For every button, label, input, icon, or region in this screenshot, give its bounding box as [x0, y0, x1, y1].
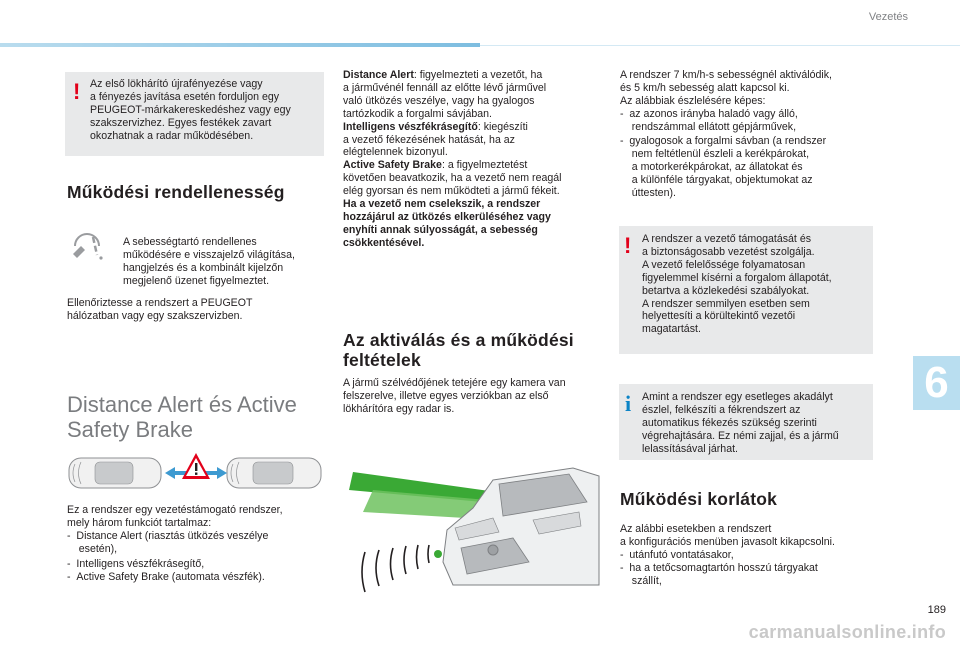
distance-alert-label: Distance Alert [343, 69, 414, 81]
warning-box-repaint [65, 72, 324, 156]
malfunction-text: A sebességtartó rendellenes működésére e visszajelző világítása, hangjelzés és a kombinált kijelzőn megjelenő üzenet figyelmeztet. [123, 236, 295, 287]
limits-list-item: - utánfutó vontatásakor, [620, 549, 734, 561]
activation-heading: Az aktiválás és a működési feltételek [343, 330, 574, 370]
chapter-title: Vezetés [868, 11, 908, 23]
suv-camera-radar-illustration [343, 450, 601, 598]
info-text: Amint a rendszer egy esetleges akadályt észlel, felkészíti a fékrendszert az automatikus fékezés szükség szerinti végrehajtására. Ez némi zajjal, és a jármű lelassításával járhat. [642, 391, 839, 455]
header-accent-bar [0, 43, 480, 47]
check-text: Ellenőriztesse a rendszert a PEUGEOT hálózatban vagy egy szakszervizben. [67, 297, 253, 322]
info-box-braking [619, 384, 873, 460]
activation-speed-text: A rendszer 7 km/h-s sebességnél aktiválódik, és 5 km/h sebesség alatt kapcsol ki. Az alábbiak észlelésére képes: [620, 69, 832, 107]
brake-assist-text: : kiegészíti a vezető fékezésének hatását, ha az elégtelennek bizonyul. [343, 120, 528, 159]
cars-collision-warning-icon [67, 450, 324, 495]
warning-text: Az első lökhárító újrafényezése vagy a fényezés javítása esetén forduljon egy PEUGEOT-márkakereskedéshez vagy egy szakszervizhez. Egyes festékek zavart okozhatnak a radar működésében. [90, 78, 291, 142]
intro-text: Ez a rendszer egy vezetéstámogató rendszer, mely három funkciót tartalmaz: [67, 504, 283, 529]
active-safety-brake-label: Active Safety Brake [343, 159, 442, 172]
distance-alert-paragraph [343, 69, 603, 250]
function-list-item: - Intelligens vészfékrásegítő, [67, 558, 205, 570]
function-list-item: - Active Safety Brake (automata vészfék). [67, 571, 265, 583]
info-i-icon: i [625, 391, 632, 416]
limits-text: Az alábbi esetekben a rendszert a konfigurációs menüben javasolt kikapcsolni. [620, 523, 835, 548]
brake-assist-label: Intelligens vészfékrásegítő [343, 120, 478, 133]
header-accent-line [480, 45, 960, 46]
malfunction-heading: Működési rendellenesség [67, 182, 285, 202]
chapter-number: 6 [924, 358, 949, 407]
warning-exclamation-icon: ! [624, 233, 632, 258]
activation-text: A jármű szélvédőjének tetejére egy kamera van felszerelve, illetve egyes verziókban az első lökhárítóra egy radar is. [343, 377, 566, 415]
warning-text: A rendszer a vezető támogatását és a biztonságosabb vezetést szolgálja. A vezető felelőssége folyamatosan figyelemmel kísérni a forgalom állapotát, betartva a közlekedési szabályokat. A rendszer semmilyen esetben sem helyettesíti a körültekintő vezetői magatartást. [642, 233, 832, 336]
active-safety-brake-text: : a figyelmeztetést követően beavatkozik, ha a vezető nem reagál elég gyorsan és nem működteti a jármű fékeit. [343, 159, 562, 198]
driver-inaction-text: Ha a vezető nem cselekszik, a rendszer hozzájárul az ütközés elkerüléséhez vagy enyhíti annak súlyosságát, a sebesség csökkentésével. [343, 198, 551, 249]
limits-list-item: - ha a tetőcsomagtartón hosszú tárgyakat szállít, [620, 562, 818, 587]
limits-heading: Működési korlátok [620, 489, 778, 509]
page-number: 189 [927, 604, 946, 616]
service-wrench-icon [67, 229, 107, 263]
function-list-item: - Distance Alert (riasztás ütközés veszélye esetén), [67, 530, 269, 555]
detection-list-item: - az azonos irányba haladó vagy álló, rendszámmal ellátott gépjárművek, [620, 108, 798, 133]
warning-box-driver [619, 226, 873, 354]
detection-list-item: - gyalogosok a forgalmi sávban (a rendszer nem feltétlenül észleli a kerékpárokat, a motorkerékpárokat, az állatokat és a különféle tárgyakat, objektumokat az úttesten). [620, 135, 827, 199]
section-main-title: Distance Alert és Active Safety Brake [67, 392, 297, 442]
watermark: carmanualsonline.info [748, 622, 946, 642]
warning-exclamation-icon: ! [73, 79, 81, 104]
distance-alert-text: : figyelmezteti a vezetőt, ha a járművénél fennáll az előtte lévő járművel való ütközés veszélye, vagy ha gyalogos tartózkodik a forgalmi sávjában. [343, 69, 547, 120]
